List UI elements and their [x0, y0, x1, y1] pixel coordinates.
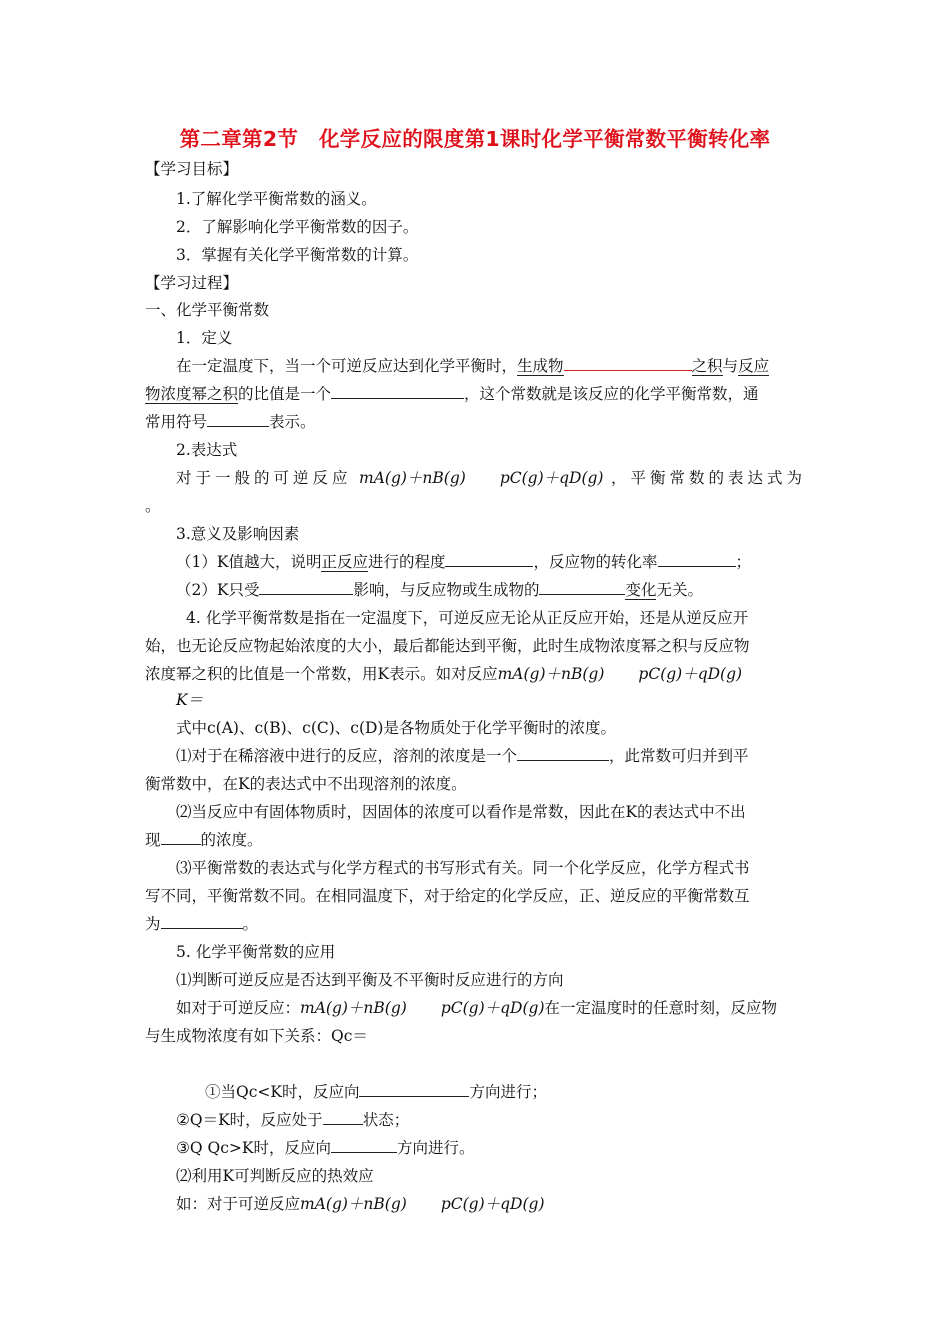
goal-item-1: 1.了解化学平衡常数的涵义。	[176, 190, 377, 208]
meaning-text: 进行的程度	[367, 553, 446, 571]
underlined-term: 生成物	[517, 357, 564, 375]
meaning-text: （2）K只受	[176, 581, 260, 599]
application-heading: 5. 化学平衡常数的应用	[176, 943, 336, 961]
note-3-line-3	[145, 914, 258, 934]
fill-blank	[658, 552, 736, 567]
definition-text: 在一定温度下，当一个可逆反应达到化学平衡时，	[176, 357, 518, 375]
reaction-equation-right: pC(g)＋qD(g)	[440, 999, 545, 1017]
case-text: ②Q＝K时，反应处于	[176, 1111, 323, 1129]
reaction-equation-left: mA(g)＋nB(g)	[497, 665, 605, 683]
meaning-heading: 3.意义及影响因素	[176, 525, 300, 543]
application-1-line-2	[176, 998, 777, 1018]
application-text: 如对于可逆反应：	[176, 999, 301, 1017]
definition-line-2	[145, 384, 759, 404]
note-text: 现	[145, 831, 161, 849]
fill-blank	[161, 830, 201, 845]
fill-blank	[207, 412, 269, 427]
application-1: ⑴判断可逆反应是否达到平衡及不平衡时反应进行的方向	[176, 971, 564, 989]
reaction-equation-right: pC(g)＋qD(g)	[499, 469, 604, 487]
definition-text: 的比值是一个	[238, 385, 332, 403]
fill-blank	[539, 580, 625, 595]
definition-text: 常用符号	[145, 413, 208, 431]
case-text: ①当Qc<K时，反应向	[205, 1083, 360, 1101]
note-2-line-2	[145, 830, 263, 850]
fill-blank	[331, 384, 464, 399]
expression-line-1	[176, 468, 806, 488]
page-title: 第二章第2节 化学反应的限度第1课时化学平衡常数平衡转化率	[179, 127, 771, 151]
note-3-line-2: 写不同，平衡常数不同。在相同温度下，对于给定的化学反应，正、逆反应的平衡常数互	[145, 887, 750, 905]
fill-blank	[564, 356, 692, 371]
underlined-term: 正反应	[321, 553, 368, 571]
fill-blank	[445, 552, 533, 567]
meaning-text: 影响，与反应物或生成物的	[353, 581, 540, 599]
case-2	[176, 1110, 409, 1130]
process-header: 【学习过程】	[145, 274, 239, 292]
definition-heading: 1．定义	[176, 329, 233, 347]
definition-text: ，这个常数就是该反应的化学平衡常数，通	[464, 385, 759, 403]
note-text: 。	[242, 915, 259, 933]
application-text: 在一定温度时的任意时刻，反应物	[544, 999, 778, 1017]
goal-item-2: 2．了解影响化学平衡常数的因子。	[176, 218, 419, 236]
case-1	[205, 1082, 547, 1102]
case-text: 方向进行；	[469, 1083, 547, 1101]
note-text: ，此常数可归并到平	[609, 747, 749, 765]
meaning-text: ；	[735, 553, 752, 571]
fill-blank	[331, 1138, 397, 1153]
reaction-equation-left: mA(g)＋nB(g)	[300, 1195, 407, 1213]
expression-text: 对于一般的可逆反应	[176, 469, 352, 487]
case-text: ③Q Qc>K时，反应向	[176, 1139, 331, 1157]
fill-blank	[517, 746, 609, 761]
case-text: 状态；	[362, 1111, 410, 1129]
point-4-line-3	[145, 664, 742, 684]
note-text: 为	[145, 915, 161, 933]
note-text: ⑴对于在稀溶液中进行的反应，溶剂的浓度是一个	[176, 747, 518, 765]
application-2: ⑵利用K可判断反应的热效应	[176, 1167, 374, 1185]
note-text: 的浓度。	[200, 831, 263, 849]
point-4-line-1: 4. 化学平衡常数是指在一定温度下，可逆反应无论从正反应开始，还是从逆反应开	[186, 609, 749, 627]
fill-blank	[323, 1110, 363, 1125]
fill-blank	[161, 914, 243, 929]
meaning-item-1	[176, 552, 751, 572]
meaning-text: 无关。	[656, 581, 703, 599]
reaction-equation-left: mA(g)＋nB(g)	[359, 469, 466, 487]
underlined-term: 变化	[625, 581, 657, 599]
underlined-term: 之积	[691, 357, 723, 375]
section-heading: 一、化学平衡常数	[145, 301, 270, 319]
note-2-line-1: ⑵当反应中有固体物质时，因固体的浓度可以看作是常数，因此在K的表达式中不出	[176, 803, 746, 821]
note-1-line-1	[176, 746, 749, 766]
application-text: 如：对于可逆反应	[176, 1195, 301, 1213]
underlined-term: 反应	[738, 357, 770, 375]
k-equation: K＝	[176, 691, 204, 709]
case-text: 方向进行。	[397, 1139, 475, 1157]
expression-line-2: 。	[145, 497, 161, 515]
fill-blank	[359, 1082, 469, 1097]
point-4-text: 浓度幂之积的比值是一个常数，用K表示。如对反应	[145, 665, 498, 683]
meaning-text: ，反应物的转化率	[533, 553, 658, 571]
reaction-equation-left: mA(g)＋nB(g)	[300, 999, 407, 1017]
goal-item-3: 3．掌握有关化学平衡常数的计算。	[176, 246, 419, 264]
concentration-note: 式中c(A)、c(B)、c(C)、c(D)是各物质处于化学平衡时的浓度。	[176, 719, 616, 737]
reaction-equation-right: pC(g)＋qD(g)	[440, 1195, 545, 1213]
point-4-line-2: 始，也无论反应物起始浓度的大小，最后都能达到平衡，此时生成物浓度幂之积与反应物	[145, 637, 750, 655]
definition-line-1	[176, 356, 806, 376]
goals-header: 【学习目标】	[145, 160, 239, 178]
meaning-text: （1）K值越大，说明	[176, 553, 322, 571]
definition-text: 表示。	[269, 413, 316, 431]
fill-blank	[259, 580, 353, 595]
expression-text: ，平衡常数的表达式为	[610, 469, 806, 487]
definition-line-3	[145, 412, 316, 432]
definition-text: 与	[722, 357, 739, 375]
application-2-line-2	[176, 1194, 545, 1214]
meaning-item-2	[176, 580, 703, 600]
underlined-term: 物浓度幂之积	[145, 385, 239, 403]
note-3-line-1: ⑶平衡常数的表达式与化学方程式的书写形式有关。同一个化学反应，化学方程式书	[176, 859, 750, 877]
application-1-line-3: 与生成物浓度有如下关系：Qc＝	[145, 1027, 368, 1045]
case-3	[176, 1138, 475, 1158]
reaction-equation-right: pC(g)＋qD(g)	[638, 665, 743, 683]
note-1-line-2: 衡常数中，在K的表达式中不出现溶剂的浓度。	[145, 775, 467, 793]
expression-heading: 2.表达式	[176, 441, 238, 459]
